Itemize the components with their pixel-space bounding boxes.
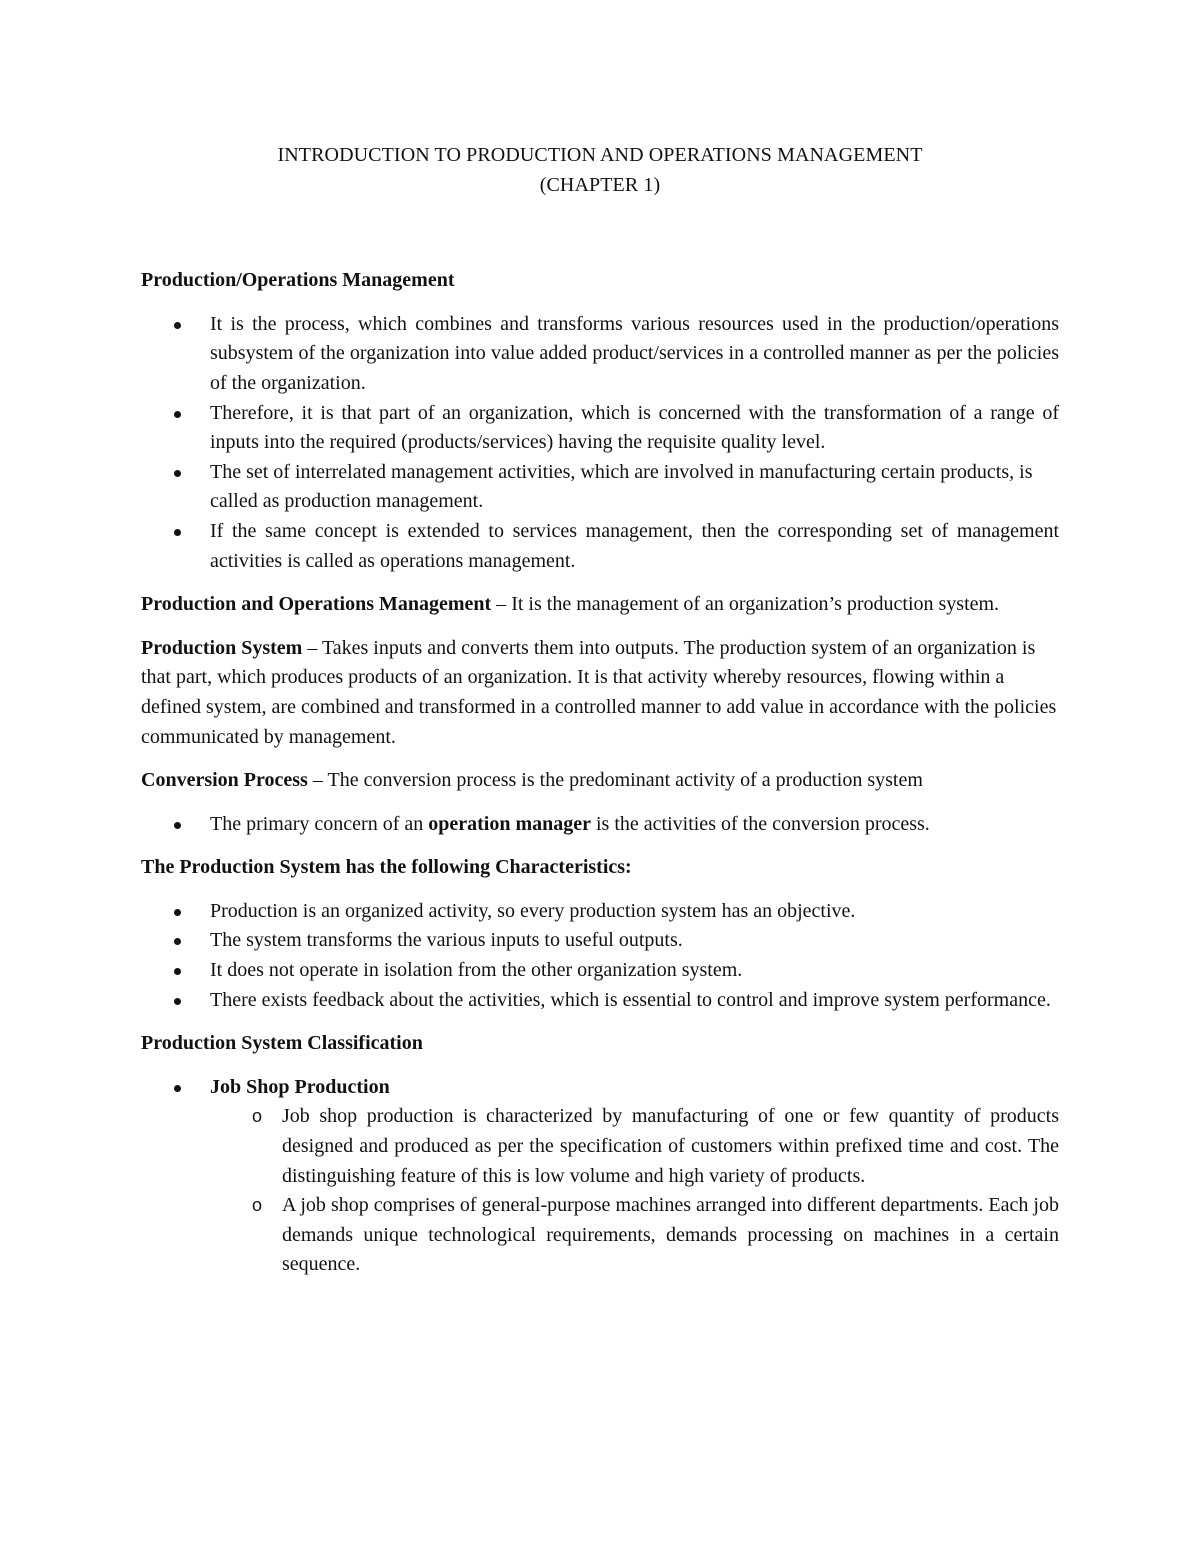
bullet-icon: [174, 822, 181, 829]
pom-bullet-list: [141, 310, 1059, 576]
list-item: [141, 310, 1059, 399]
sub-bullet-text: Job shop production is characterized by manufacturing of one or few quantity of products designed and produced as per the specification of customers within prefixed time and cost. The distinguishing feature of this is low volume and high variety of products.: [282, 1105, 1059, 1187]
job-shop-sub-list-wrap: [141, 1102, 1059, 1280]
sub-list-item: [141, 1102, 1059, 1191]
definition-pom: [141, 590, 1059, 620]
bullet-icon: [174, 470, 181, 477]
list-item: [141, 956, 1059, 986]
definition-text: – It is the management of an organization’s production system.: [491, 593, 1000, 616]
list-item: [141, 458, 1059, 517]
bullet-icon: [174, 968, 181, 975]
list-item: [141, 1073, 1059, 1280]
circle-bullet-icon: o: [252, 1106, 263, 1127]
bullet-text-post: is the activities of the conversion process.: [591, 812, 930, 835]
list-item: [141, 517, 1059, 576]
bullet-text: It is the process, which combines and transforms various resources used in the production/operations subsystem of the organization into value added product/services in a controlled manner as per the policies of the organization.: [210, 312, 1059, 394]
bullet-icon: [174, 322, 181, 329]
bullet-icon: [174, 529, 181, 536]
list-item: [141, 897, 1059, 927]
bullet-icon: [174, 938, 181, 945]
bullet-icon: [174, 909, 181, 916]
bullet-text: The set of interrelated management activities, which are involved in manufacturing certain products, is called as production management.: [210, 460, 1033, 513]
document-page: [141, 141, 1059, 1294]
bullet-text-bold: operation manager: [428, 812, 591, 835]
document-title: [141, 141, 1059, 200]
conversion-bullet-list: [141, 810, 1059, 840]
definition-text: – The conversion process is the predominant activity of a production system: [307, 769, 923, 792]
bullet-text: Production is an organized activity, so every production system has an objective.: [210, 899, 856, 922]
bullet-icon: [174, 411, 181, 418]
definition-term: Production and Operations Management: [141, 593, 492, 616]
classification-bullet-list: [141, 1073, 1059, 1280]
definition-text: – Takes inputs and converts them into outputs. The production system of an organization is that part, which produces products of an organization. It is that activity whereby resources, flowing within a defined system, are combined and transformed in a controlled manner to add value in accordance with the policies communicated by management.: [141, 636, 1057, 748]
definition-term: Production System: [141, 636, 303, 659]
definition-production-system: [141, 634, 1059, 752]
job-shop-sub-list: [141, 1102, 1059, 1280]
list-item: [141, 399, 1059, 458]
section-heading-characteristics: The Production System has the following Characteristics:: [141, 856, 632, 879]
bullet-text: The system transforms the various inputs to useful outputs.: [210, 929, 683, 952]
characteristics-bullet-list: [141, 897, 1059, 1015]
bullet-text: There exists feedback about the activities, which is essential to control and improve system performance.: [210, 988, 1051, 1011]
section-heading-classification: Production System Classification: [141, 1032, 423, 1055]
sub-bullet-text: A job shop comprises of general-purpose machines arranged into different departments. Each job demands unique technological requirements, demands processing on machines in a certain sequence.: [282, 1194, 1059, 1276]
sub-list-item: [141, 1191, 1059, 1280]
bullet-icon: [174, 1085, 181, 1092]
bullet-text: If the same concept is extended to services management, then the corresponding set of management activities is called as operations management.: [210, 519, 1059, 572]
bullet-text: Therefore, it is that part of an organization, which is concerned with the transformation of a range of inputs into the required (products/services) having the requisite quality level.: [210, 401, 1059, 454]
bullet-icon: [174, 998, 181, 1005]
bullet-text: It does not operate in isolation from the other organization system.: [210, 959, 743, 982]
job-shop-label: Job Shop Production: [210, 1075, 390, 1098]
list-item: [141, 986, 1059, 1016]
list-item: [141, 810, 1059, 840]
definition-conversion-process: [141, 766, 1059, 796]
definition-term: Conversion Process: [141, 769, 308, 792]
bullet-text-pre: The primary concern of an: [210, 812, 429, 835]
circle-bullet-icon: o: [252, 1195, 263, 1216]
list-item: [141, 926, 1059, 956]
title-line-1: INTRODUCTION TO PRODUCTION AND OPERATIONS MANAGEMENT: [277, 144, 923, 166]
section-heading-pom: Production/Operations Management: [141, 269, 455, 292]
title-line-2: (CHAPTER 1): [539, 173, 661, 196]
